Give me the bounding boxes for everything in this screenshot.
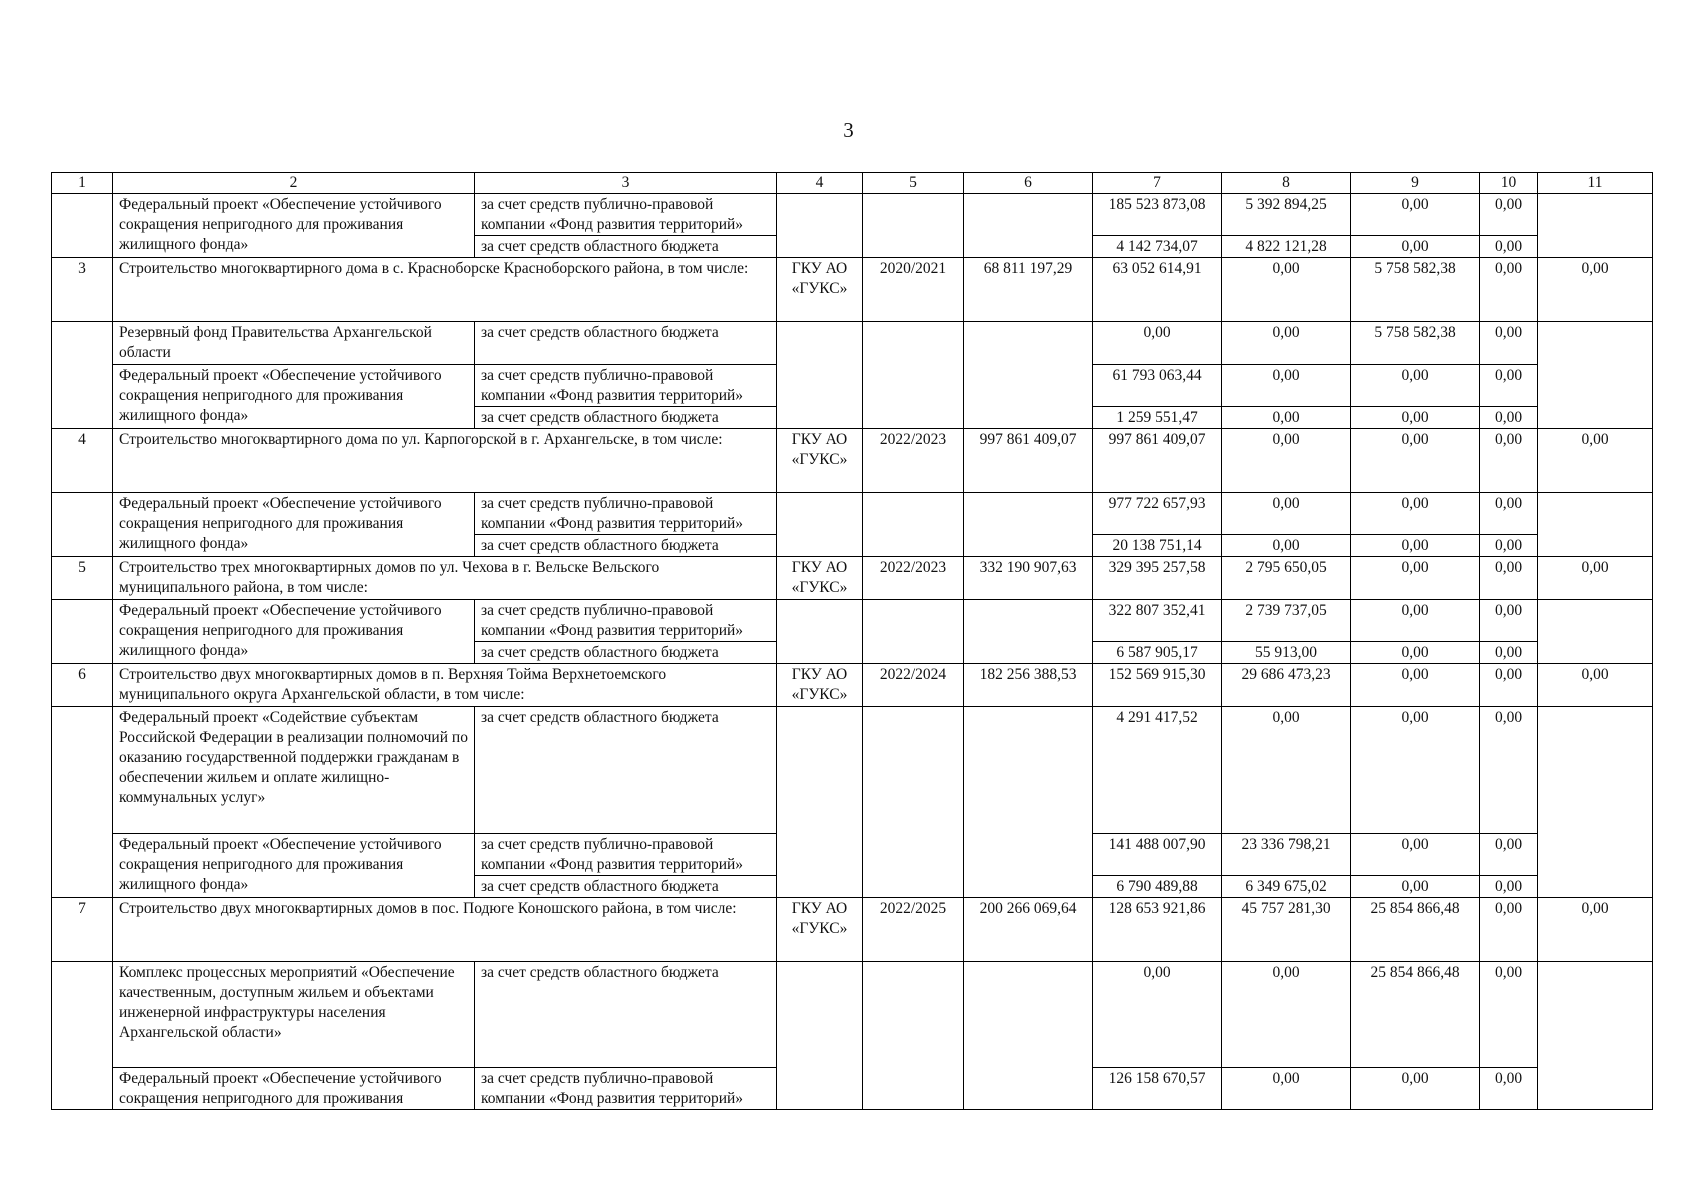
cell-empty — [863, 322, 964, 429]
value-cell: 0,00 — [1480, 834, 1538, 876]
col-header: 11 — [1538, 173, 1653, 194]
cell-empty — [777, 600, 863, 664]
funding-source: за счет средств областного бюджета — [475, 707, 777, 834]
organization: ГКУ АО «ГУКС» — [777, 258, 863, 322]
value-cell: 0,00 — [1351, 194, 1480, 236]
cell-empty — [863, 707, 964, 898]
cell-empty — [964, 322, 1093, 429]
col-header: 6 — [964, 173, 1093, 194]
row-number: 7 — [52, 898, 113, 962]
funding-source: за счет средств публично-правовой компании «Фонд развития территорий» — [475, 365, 777, 407]
value-cell: 0,00 — [1538, 898, 1653, 962]
row-description — [113, 1068, 475, 1110]
value-cell: 0,00 — [1351, 429, 1480, 493]
cell-empty — [964, 493, 1093, 557]
value-cell: 0,00 — [1351, 365, 1480, 407]
cell-empty — [1538, 322, 1653, 429]
value-cell: 4 291 417,52 — [1093, 707, 1222, 834]
value-cell: 0,00 — [1222, 365, 1351, 407]
value-cell: 6 790 489,88 — [1093, 876, 1222, 898]
row-number — [52, 707, 113, 898]
value-cell: 128 653 921,86 — [1093, 898, 1222, 962]
value-cell: 0,00 — [1480, 600, 1538, 642]
value-cell: 25 854 866,48 — [1351, 898, 1480, 962]
value-cell: 0,00 — [1480, 557, 1538, 600]
col-header: 3 — [475, 173, 777, 194]
cell-empty — [1538, 493, 1653, 557]
cell-empty — [777, 493, 863, 557]
project-title: Строительство трех многоквартирных домов по ул. Чехова в г. Вельске Вельского муниципального района, в том числе: — [113, 557, 777, 600]
cell-empty — [1538, 707, 1653, 898]
cell-empty — [1538, 962, 1653, 1110]
col-header: 8 — [1222, 173, 1351, 194]
value-cell: 0,00 — [1093, 962, 1222, 1068]
funding-source: за счет средств публично-правовой компании «Фонд развития территорий» — [475, 834, 777, 876]
value-cell: 5 758 582,38 — [1351, 322, 1480, 365]
funding-source: за счет средств публично-правовой компании «Фонд развития территорий» — [475, 493, 777, 535]
row-description: Резервный фонд Правительства Архангельской области — [113, 322, 475, 365]
row-number — [52, 493, 113, 557]
cell-empty — [964, 194, 1093, 258]
value-cell: 1 259 551,47 — [1093, 407, 1222, 429]
value-cell: 6 587 905,17 — [1093, 642, 1222, 664]
value-cell: 141 488 007,90 — [1093, 834, 1222, 876]
row-description-text: Федеральный проект «Обеспечение устойчивого сокращения непригодного для проживания — [119, 1070, 442, 1107]
page-number: 3 — [843, 118, 854, 142]
value-cell: 0,00 — [1480, 642, 1538, 664]
organization: ГКУ АО «ГУКС» — [777, 898, 863, 962]
organization: ГКУ АО «ГУКС» — [777, 664, 863, 707]
col-header: 9 — [1351, 173, 1480, 194]
value-cell: 5 758 582,38 — [1351, 258, 1480, 322]
row-number — [52, 962, 113, 1110]
value-cell: 4 822 121,28 — [1222, 236, 1351, 258]
col-header: 5 — [863, 173, 964, 194]
value-cell: 0,00 — [1351, 834, 1480, 876]
project-row — [52, 898, 1653, 962]
total-cost: 68 811 197,29 — [964, 258, 1093, 322]
value-cell: 0,00 — [1351, 407, 1480, 429]
cell-empty — [863, 194, 964, 258]
value-cell: 0,00 — [1480, 876, 1538, 898]
cell-empty — [964, 707, 1093, 898]
value-cell: 0,00 — [1351, 493, 1480, 535]
table-row — [52, 194, 1653, 236]
value-cell: 0,00 — [1480, 194, 1538, 236]
cell-empty — [863, 962, 964, 1110]
row-number: 4 — [52, 429, 113, 493]
total-cost: 332 190 907,63 — [964, 557, 1093, 600]
value-cell: 0,00 — [1222, 429, 1351, 493]
cell-empty — [1538, 600, 1653, 664]
funding-source: за счет средств областного бюджета — [475, 876, 777, 898]
value-cell: 0,00 — [1351, 707, 1480, 834]
funding-source: за счет средств областного бюджета — [475, 407, 777, 429]
value-cell: 0,00 — [1222, 407, 1351, 429]
value-cell: 0,00 — [1351, 600, 1480, 642]
col-header: 10 — [1480, 173, 1538, 194]
header-row — [52, 173, 1653, 194]
project-row — [52, 258, 1653, 322]
col-header: 1 — [52, 173, 113, 194]
cell-empty — [777, 707, 863, 898]
value-cell: 0,00 — [1480, 707, 1538, 834]
project-row — [52, 429, 1653, 493]
value-cell: 0,00 — [1222, 962, 1351, 1068]
cell-empty — [777, 962, 863, 1110]
funding-source: за счет средств областного бюджета — [475, 962, 777, 1068]
value-cell: 0,00 — [1093, 322, 1222, 365]
col-header: 4 — [777, 173, 863, 194]
project-row — [52, 664, 1653, 707]
value-cell: 185 523 873,08 — [1093, 194, 1222, 236]
cell-empty — [964, 962, 1093, 1110]
value-cell: 0,00 — [1480, 429, 1538, 493]
total-cost: 997 861 409,07 — [964, 429, 1093, 493]
cell-empty — [777, 194, 863, 258]
row-number — [52, 322, 113, 429]
value-cell: 0,00 — [1351, 557, 1480, 600]
value-cell: 0,00 — [1480, 258, 1538, 322]
value-cell: 0,00 — [1538, 557, 1653, 600]
value-cell: 0,00 — [1480, 962, 1538, 1068]
years: 2022/2025 — [863, 898, 964, 962]
funding-source: за счет средств областного бюджета — [475, 535, 777, 557]
value-cell: 0,00 — [1538, 258, 1653, 322]
cell-empty — [863, 493, 964, 557]
cell-empty — [863, 600, 964, 664]
value-cell: 0,00 — [1351, 876, 1480, 898]
value-cell: 25 854 866,48 — [1351, 962, 1480, 1068]
value-cell: 0,00 — [1351, 236, 1480, 258]
row-number: 6 — [52, 664, 113, 707]
value-cell: 23 336 798,21 — [1222, 834, 1351, 876]
value-cell: 63 052 614,91 — [1093, 258, 1222, 322]
value-cell: 126 158 670,57 — [1093, 1068, 1222, 1110]
row-description: Федеральный проект «Обеспечение устойчивого сокращения непригодного для проживания жилищного фонда» — [113, 365, 475, 429]
value-cell: 0,00 — [1480, 1068, 1538, 1110]
value-cell: 997 861 409,07 — [1093, 429, 1222, 493]
funding-source: за счет средств областного бюджета — [475, 236, 777, 258]
value-cell: 322 807 352,41 — [1093, 600, 1222, 642]
value-cell: 29 686 473,23 — [1222, 664, 1351, 707]
funding-source: за счет средств публично-правовой компании «Фонд развития территорий» — [475, 194, 777, 236]
years: 2022/2024 — [863, 664, 964, 707]
row-description: Федеральный проект «Обеспечение устойчивого сокращения непригодного для проживания жилищного фонда» — [113, 834, 475, 898]
value-cell: 0,00 — [1351, 642, 1480, 664]
value-cell: 0,00 — [1538, 664, 1653, 707]
value-cell: 0,00 — [1351, 535, 1480, 557]
value-cell: 977 722 657,93 — [1093, 493, 1222, 535]
project-title: Строительство многоквартирного дома в с. Красноборске Красноборского района, в том числе: — [113, 258, 777, 322]
value-cell: 0,00 — [1480, 236, 1538, 258]
value-cell: 2 795 650,05 — [1222, 557, 1351, 600]
funding-source: за счет средств публично-правовой компании «Фонд развития территорий» — [475, 1068, 777, 1110]
project-title: Строительство двух многоквартирных домов в п. Верхняя Тойма Верхнетоемского муниципального округа Архангельской области, в том числе: — [113, 664, 777, 707]
value-cell: 0,00 — [1480, 322, 1538, 365]
value-cell: 152 569 915,30 — [1093, 664, 1222, 707]
value-cell: 2 739 737,05 — [1222, 600, 1351, 642]
row-description: Федеральный проект «Обеспечение устойчивого сокращения непригодного для проживания жилищного фонда» — [113, 600, 475, 664]
total-cost: 200 266 069,64 — [964, 898, 1093, 962]
financing-table — [51, 172, 1653, 1110]
value-cell: 0,00 — [1480, 493, 1538, 535]
project-title: Строительство многоквартирного дома по ул. Карпогорской в г. Архангельске, в том числе: — [113, 429, 777, 493]
cell-empty — [964, 600, 1093, 664]
value-cell: 0,00 — [1538, 429, 1653, 493]
value-cell: 55 913,00 — [1222, 642, 1351, 664]
years: 2022/2023 — [863, 557, 964, 600]
funding-source: за счет средств областного бюджета — [475, 322, 777, 365]
cell-empty — [777, 322, 863, 429]
value-cell: 0,00 — [1480, 664, 1538, 707]
value-cell: 0,00 — [1222, 322, 1351, 365]
total-cost: 182 256 388,53 — [964, 664, 1093, 707]
col-header: 7 — [1093, 173, 1222, 194]
table-row — [52, 707, 1653, 834]
project-title: Строительство двух многоквартирных домов в пос. Подюге Коношского района, в том числе: — [113, 898, 777, 962]
value-cell: 0,00 — [1480, 898, 1538, 962]
organization: ГКУ АО «ГУКС» — [777, 557, 863, 600]
value-cell: 0,00 — [1222, 1068, 1351, 1110]
value-cell: 329 395 257,58 — [1093, 557, 1222, 600]
value-cell: 61 793 063,44 — [1093, 365, 1222, 407]
value-cell: 20 138 751,14 — [1093, 535, 1222, 557]
value-cell: 0,00 — [1222, 493, 1351, 535]
row-description: Федеральный проект «Содействие субъектам Российской Федерации в реализации полномочий по оказанию государственной поддержки гражданам в обеспечении жильем и оплате жилищно-коммунальных услуг» — [113, 707, 475, 834]
cell-empty — [1538, 194, 1653, 258]
row-description: Федеральный проект «Обеспечение устойчивого сокращения непригодного для проживания жилищного фонда» — [113, 194, 475, 258]
row-description: Федеральный проект «Обеспечение устойчивого сокращения непригодного для проживания жилищного фонда» — [113, 493, 475, 557]
value-cell: 5 392 894,25 — [1222, 194, 1351, 236]
row-description: Комплекс процессных мероприятий «Обеспечение качественным, доступным жильем и объектами инженерной инфраструктуры населения Архангельской области» — [113, 962, 475, 1068]
table-row — [52, 600, 1653, 642]
value-cell: 0,00 — [1222, 535, 1351, 557]
value-cell: 0,00 — [1351, 1068, 1480, 1110]
table-row — [52, 962, 1653, 1068]
value-cell: 4 142 734,07 — [1093, 236, 1222, 258]
funding-source: за счет средств публично-правовой компании «Фонд развития территорий» — [475, 600, 777, 642]
col-header: 2 — [113, 173, 475, 194]
years: 2020/2021 — [863, 258, 964, 322]
funding-source: за счет средств областного бюджета — [475, 642, 777, 664]
row-number — [52, 600, 113, 664]
value-cell: 0,00 — [1480, 365, 1538, 407]
table-row — [52, 322, 1653, 365]
value-cell: 6 349 675,02 — [1222, 876, 1351, 898]
value-cell: 0,00 — [1222, 258, 1351, 322]
value-cell: 0,00 — [1480, 535, 1538, 557]
value-cell: 0,00 — [1480, 407, 1538, 429]
project-row — [52, 557, 1653, 600]
row-number — [52, 194, 113, 258]
table-row — [52, 493, 1653, 535]
row-number: 3 — [52, 258, 113, 322]
value-cell: 0,00 — [1222, 707, 1351, 834]
row-number: 5 — [52, 557, 113, 600]
organization: ГКУ АО «ГУКС» — [777, 429, 863, 493]
value-cell: 45 757 281,30 — [1222, 898, 1351, 962]
years: 2022/2023 — [863, 429, 964, 493]
value-cell: 0,00 — [1351, 664, 1480, 707]
